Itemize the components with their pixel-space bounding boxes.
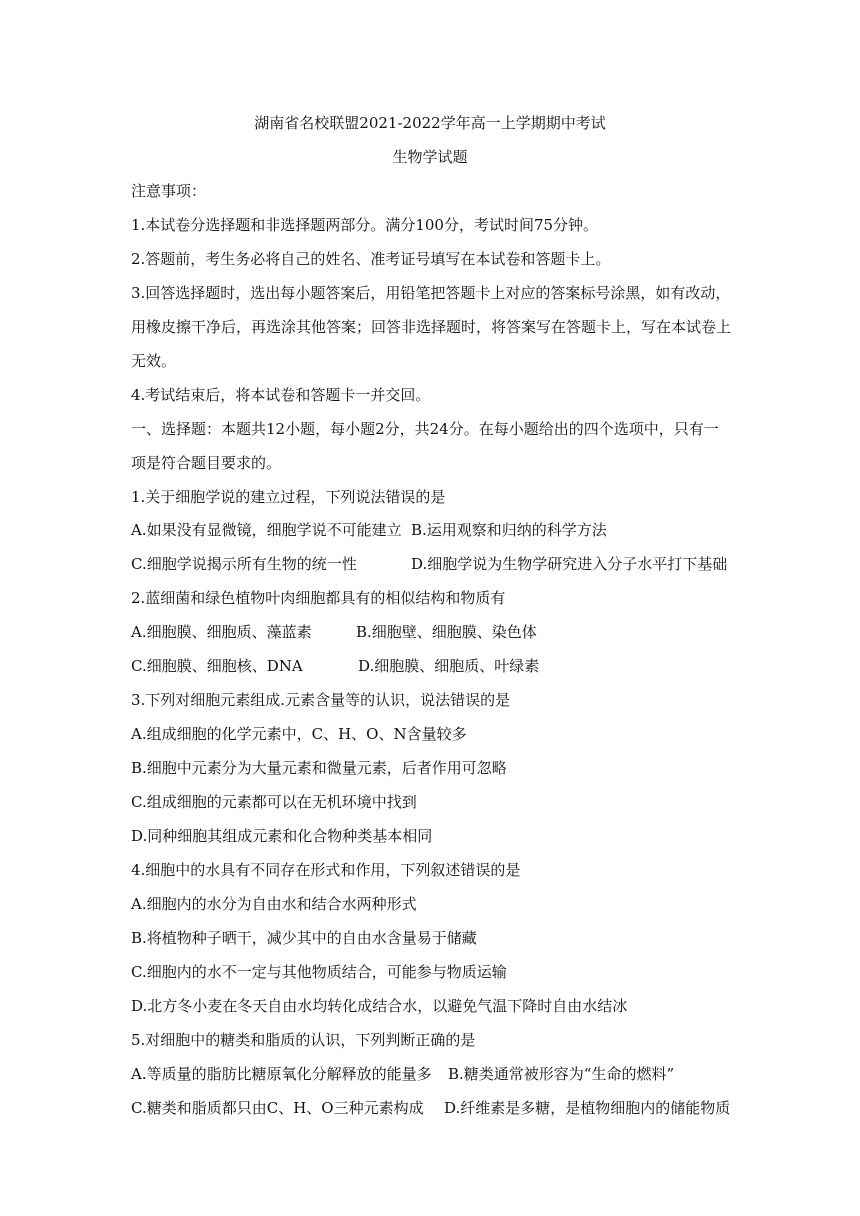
option-b: B.糖类通常被形容为“生命的燃料” xyxy=(448,1065,675,1083)
option-b: B.细胞壁、细胞膜、染色体 xyxy=(356,623,537,641)
option-c: C.细胞膜、细胞核、DNA xyxy=(131,657,303,675)
option-c: C.组成细胞的元素都可以在无机环境中找到 xyxy=(131,793,417,811)
option-d: D.北方冬小麦在冬天自由水均转化成结合水，以避免气温下降时自由水结冰 xyxy=(131,997,628,1015)
option-c: C.糖类和脂质都只由C、H、O三种元素构成 xyxy=(131,1099,424,1117)
option-a: A.组成细胞的化学元素中，C、H、O、N含量较多 xyxy=(131,725,467,743)
option-d: D.细胞膜、细胞质、叶绿素 xyxy=(358,657,540,675)
question-stem: 3.下列对细胞元素组成.元素含量等的认识，说法错误的是 xyxy=(131,691,511,709)
exam-title: 湖南省名校联盟2021-2022学年高一上学期期中考试 xyxy=(254,114,606,132)
option-b: B.将植物种子晒干，减少其中的自由水含量易于储藏 xyxy=(131,929,477,947)
notice-heading: 注意事项： xyxy=(131,182,207,200)
option-a: A.细胞膜、细胞质、藻蓝素 xyxy=(131,623,312,641)
option-a: A.如果没有显微镜，细胞学说不可能建立 xyxy=(131,521,402,539)
notice-item: 用橡皮擦干净后，再选涂其他答案；回答非选择题时，将答案写在答题卡上，写在本试卷上 xyxy=(131,318,732,336)
exam-subtitle: 生物学试题 xyxy=(392,148,468,166)
option-d: D.同种细胞其组成元素和化合物种类基本相同 xyxy=(131,827,433,845)
notice-item: 2.答题前，考生务必将自己的姓名、准考证号填写在本试卷和答题卡上。 xyxy=(131,250,611,268)
section-heading: 一、选择题：本题共12小题，每小题2分，共24分。在每小题给出的四个选项中，只有一 xyxy=(131,420,719,438)
question-stem: 1.关于细胞学说的建立过程，下列说法错误的是 xyxy=(131,488,446,506)
question-stem: 4.细胞中的水具有不同存在形式和作用，下列叙述错误的是 xyxy=(131,861,521,879)
question-stem: 5.对细胞中的糖类和脂质的认识，下列判断正确的是 xyxy=(131,1031,476,1049)
option-c: C.细胞内的水不一定与其他物质结合，可能参与物质运输 xyxy=(131,963,507,981)
option-a: A.细胞内的水分为自由水和结合水两种形式 xyxy=(131,895,417,913)
option-d: D.细胞学说为生物学研究进入分子水平打下基础 xyxy=(411,555,728,573)
notice-item: 3.回答选择题时，选出每小题答案后，用铅笔把答题卡上对应的答案标号涂黑，如有改动， xyxy=(131,284,731,302)
option-b: B.细胞中元素分为大量元素和微量元素，后者作用可忽略 xyxy=(131,759,507,777)
section-heading-cont: 项是符合题目要求的。 xyxy=(131,454,282,472)
question-stem: 2.蓝细菌和绿色植物叶肉细胞都具有的相似结构和物质有 xyxy=(131,589,506,607)
notice-item: 1.本试卷分选择题和非选择题两部分。满分100分，考试时间75分钟。 xyxy=(131,216,599,234)
option-c: C.细胞学说揭示所有生物的统一性 xyxy=(131,555,357,573)
notice-item: 4.考试结束后，将本试卷和答题卡一并交回。 xyxy=(131,386,431,404)
notice-item: 无效。 xyxy=(131,352,177,370)
option-a: A.等质量的脂肪比糖原氧化分解释放的能量多 xyxy=(131,1065,432,1083)
option-d: D.纤维素是多糖，是植物细胞内的储能物质 xyxy=(444,1099,731,1117)
option-b: B.运用观察和归纳的科学方法 xyxy=(411,521,607,539)
